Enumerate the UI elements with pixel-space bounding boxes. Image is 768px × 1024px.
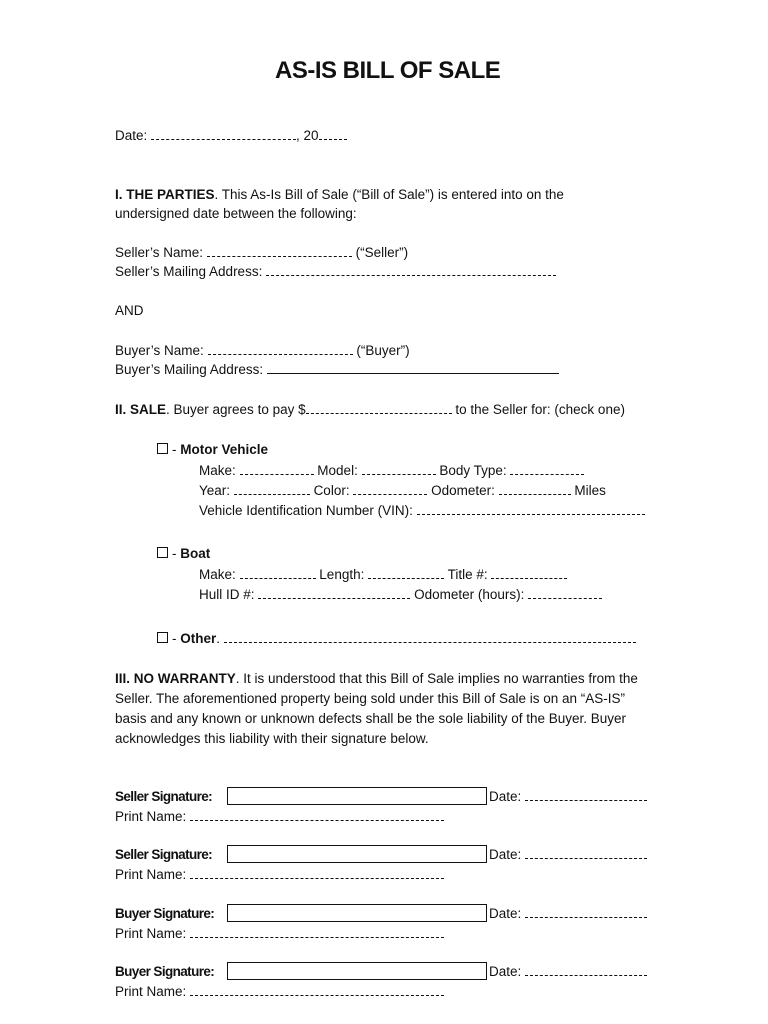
signature-date xyxy=(489,846,647,864)
seller-address-label: Seller’s Mailing Address: xyxy=(115,264,263,279)
warranty-text-4: acknowledges this liability with their signature below. xyxy=(115,731,429,746)
seller-name-line xyxy=(115,244,408,262)
print-name-label: Print Name: xyxy=(115,867,187,882)
parties-line-1 xyxy=(115,186,564,204)
motor-vehicle-option[interactable] xyxy=(157,441,268,459)
motor-line-1 xyxy=(199,462,584,480)
parties-heading: I. THE PARTIES xyxy=(115,187,215,202)
other-punct: . xyxy=(216,631,221,646)
warranty-line-1 xyxy=(115,670,638,688)
date-year-prefix: , 20 xyxy=(296,128,319,143)
signature-box[interactable] xyxy=(227,787,487,805)
print-name-line xyxy=(115,808,444,826)
signature-box[interactable] xyxy=(227,962,487,980)
signature-label: Seller Signature: xyxy=(115,789,213,804)
hull-id-field[interactable] xyxy=(258,586,410,599)
signature-date-label: Date: xyxy=(489,847,522,862)
length-label: Length: xyxy=(319,567,365,582)
date-label: Date: xyxy=(115,128,148,143)
signature-date-label: Date: xyxy=(489,789,522,804)
motor-vehicle-dash: - xyxy=(172,442,181,457)
boat-line-1 xyxy=(199,566,567,584)
signature-date xyxy=(489,905,647,923)
print-name-line xyxy=(115,983,444,1001)
sale-text: . Buyer agrees to pay $ xyxy=(166,402,306,417)
title-number-field[interactable] xyxy=(491,566,567,579)
buyer-suffix: (“Buyer”) xyxy=(356,343,410,358)
other-option[interactable] xyxy=(157,630,636,648)
print-name-field[interactable] xyxy=(190,866,444,879)
date-line xyxy=(115,127,347,145)
date-year-field[interactable] xyxy=(319,127,347,140)
signature-date-field[interactable] xyxy=(525,788,647,801)
vin-label: Vehicle Identification Number (VIN): xyxy=(199,503,413,518)
warranty-text-2: Seller. The aforementioned property being sold under this Bill of Sale is on an “AS-IS” xyxy=(115,691,626,706)
parties-text-1: . This As-Is Bill of Sale (“Bill of Sale”) is entered into on the xyxy=(214,187,564,202)
body-type-label: Body Type: xyxy=(439,463,507,478)
signature-box[interactable] xyxy=(227,845,487,863)
motor-vehicle-checkbox[interactable] xyxy=(157,443,168,454)
year-label: Year: xyxy=(199,483,231,498)
color-label: Color: xyxy=(313,483,350,498)
boat-make-field[interactable] xyxy=(240,566,316,579)
seller-name-label: Seller’s Name: xyxy=(115,245,204,260)
motor-vehicle-title: Motor Vehicle xyxy=(180,442,269,457)
and-text: AND xyxy=(115,303,144,318)
boat-option[interactable] xyxy=(157,545,210,563)
date-field[interactable] xyxy=(151,127,296,140)
signature-label: Buyer Signature: xyxy=(115,964,215,979)
warranty-text-1: . It is understood that this Bill of Sale implies no warranties from the xyxy=(235,671,638,686)
parties-text-2: undersigned date between the following: xyxy=(115,206,357,221)
make-field[interactable] xyxy=(240,462,314,475)
motor-line-2 xyxy=(199,482,606,500)
print-name-label: Print Name: xyxy=(115,926,187,941)
signature-date xyxy=(489,788,647,806)
boat-checkbox[interactable] xyxy=(157,547,168,558)
miles-label: Miles xyxy=(574,483,606,498)
page-title: AS-IS BILL OF SALE xyxy=(275,57,501,84)
sale-amount-field[interactable] xyxy=(306,401,452,414)
buyer-name-field[interactable] xyxy=(208,342,353,355)
signature-label: Seller Signature: xyxy=(115,847,213,862)
odometer-field[interactable] xyxy=(499,482,571,495)
other-dash: - xyxy=(172,631,181,646)
sale-line xyxy=(115,401,625,419)
signature-date-label: Date: xyxy=(489,964,522,979)
body-type-field[interactable] xyxy=(510,462,584,475)
signature-date-field[interactable] xyxy=(525,846,647,859)
signature-box[interactable] xyxy=(227,904,487,922)
buyer-address-field[interactable] xyxy=(267,361,559,374)
print-name-label: Print Name: xyxy=(115,809,187,824)
odometer-hours-field[interactable] xyxy=(528,586,602,599)
seller-name-field[interactable] xyxy=(207,244,352,257)
year-field[interactable] xyxy=(234,482,310,495)
print-name-field[interactable] xyxy=(190,925,444,938)
seller-suffix: (“Seller”) xyxy=(355,245,409,260)
print-name-line xyxy=(115,925,444,943)
signature-date-field[interactable] xyxy=(525,963,647,976)
make-label: Make: xyxy=(199,463,236,478)
other-title: Other xyxy=(180,631,217,646)
odometer-label: Odometer: xyxy=(431,483,495,498)
buyer-address-line xyxy=(115,361,559,379)
sale-heading: II. SALE xyxy=(115,402,167,417)
warranty-heading: III. NO WARRANTY xyxy=(115,671,236,686)
signature-date-field[interactable] xyxy=(525,905,647,918)
vin-field[interactable] xyxy=(417,502,645,515)
boat-title: Boat xyxy=(180,546,211,561)
buyer-name-label: Buyer’s Name: xyxy=(115,343,204,358)
color-field[interactable] xyxy=(353,482,427,495)
title-number-label: Title #: xyxy=(447,567,488,582)
boat-make-label: Make: xyxy=(199,567,236,582)
model-label: Model: xyxy=(317,463,358,478)
buyer-name-line xyxy=(115,342,410,360)
model-field[interactable] xyxy=(362,462,436,475)
boat-line-2 xyxy=(199,586,602,604)
signature-label: Buyer Signature: xyxy=(115,906,215,921)
other-checkbox[interactable] xyxy=(157,632,168,643)
print-name-label: Print Name: xyxy=(115,984,187,999)
other-field[interactable] xyxy=(224,630,636,643)
signature-date xyxy=(489,963,647,981)
sale-suffix: to the Seller for: (check one) xyxy=(455,402,625,417)
print-name-field[interactable] xyxy=(190,808,444,821)
print-name-field[interactable] xyxy=(190,983,444,996)
seller-address-line xyxy=(115,263,556,281)
signature-date-label: Date: xyxy=(489,906,522,921)
buyer-address-label: Buyer’s Mailing Address: xyxy=(115,362,264,377)
length-field[interactable] xyxy=(368,566,444,579)
odometer-hours-label: Odometer (hours): xyxy=(414,587,525,602)
seller-address-field[interactable] xyxy=(266,263,556,276)
boat-dash: - xyxy=(172,546,181,561)
hull-id-label: Hull ID #: xyxy=(199,587,255,602)
warranty-text-3: basis and any known or unknown defects shall be the sole liability of the Buyer. Buyer xyxy=(115,711,627,726)
motor-line-3 xyxy=(199,502,645,520)
print-name-line xyxy=(115,866,444,884)
